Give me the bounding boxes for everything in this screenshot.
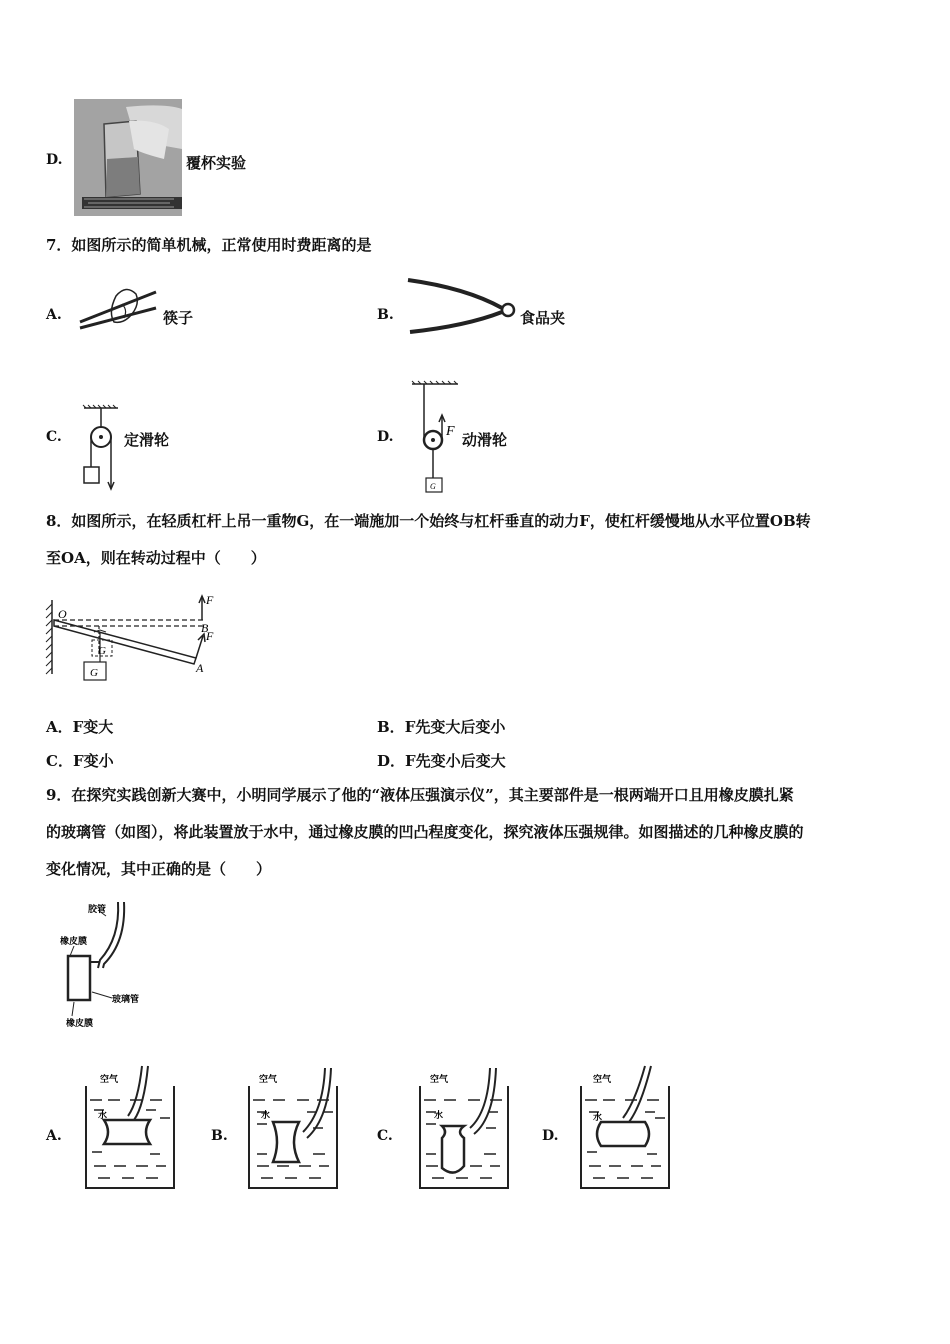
- label-glass-tube: 玻璃管: [112, 995, 140, 1005]
- q8-option-c-letter: C．: [46, 752, 73, 770]
- label-membrane-top: 橡皮膜: [60, 937, 88, 947]
- beaker-c-air: 空气: [430, 1075, 449, 1085]
- beaker-d-air: 空气: [593, 1075, 612, 1085]
- q9-option-b-letter: B.: [211, 1128, 228, 1144]
- beaker-c-water: 水: [434, 1111, 444, 1121]
- q9-question-line2: 的玻璃管（如图），将此装置放于水中，通过橡皮膜的凹凸程度变化，探究液体压强规律。如图描述的几种橡皮膜的: [46, 823, 804, 841]
- beaker-d-water: 水: [593, 1113, 603, 1123]
- q8-option-a-text: F变大: [72, 718, 114, 736]
- beaker-option-c: [414, 1062, 514, 1192]
- q6-option-d-caption: 覆杯实验: [186, 154, 247, 172]
- label-hose: 胶管: [88, 905, 107, 915]
- q8-question-line2: 至OA，则在转动过程中（ ）: [46, 549, 266, 567]
- q7-option-d-letter: D.: [377, 429, 394, 445]
- q7-option-a-caption: 筷子: [163, 309, 194, 327]
- movable-pulley-weight-label: G: [430, 482, 436, 491]
- q9-question-line3: 变化情况，其中正确的是（ ）: [46, 860, 272, 878]
- chopsticks-icon: [78, 284, 158, 339]
- q8-option-d: [377, 750, 506, 772]
- beaker-b-air: 空气: [259, 1075, 278, 1085]
- q8-option-a-letter: A．: [46, 718, 73, 736]
- beaker-option-a: [80, 1062, 180, 1192]
- q7-option-d-caption: 动滑轮: [462, 431, 508, 449]
- q7-option-b-letter: B.: [377, 307, 394, 323]
- lever-diagram: [44, 592, 224, 684]
- label-membrane-bottom: 橡皮膜: [66, 1019, 94, 1029]
- beaker-option-d: [575, 1062, 675, 1192]
- q9-option-a-letter: A.: [46, 1128, 62, 1144]
- q7-question-text: 7．如图所示的简单机械，正常使用时费距离的是: [46, 236, 372, 254]
- q7-option-c-caption: 定滑轮: [124, 431, 170, 449]
- q8-option-c-text: F变小: [72, 752, 114, 770]
- q8-option-b: [377, 716, 505, 738]
- cup-experiment-photo: [74, 99, 182, 216]
- food-tongs-icon: [406, 276, 516, 336]
- q8-option-a: [46, 716, 113, 738]
- q8-option-b-letter: B．: [377, 718, 405, 736]
- beaker-a-air: 空气: [100, 1075, 119, 1085]
- lever-label-o: O: [58, 607, 67, 621]
- q8-option-c: [46, 750, 114, 772]
- q8-option-d-text: F先变小后变大: [405, 752, 506, 770]
- beaker-a-water: 水: [98, 1111, 108, 1121]
- movable-pulley-icon: [410, 380, 465, 495]
- lever-label-f-top: F: [206, 593, 214, 607]
- q7-option-a-letter: A.: [46, 307, 62, 323]
- movable-pulley-force-label: F: [446, 424, 455, 439]
- beaker-option-b: [243, 1062, 343, 1192]
- q8-option-d-letter: D．: [377, 752, 406, 770]
- q6-option-d-letter: D.: [46, 152, 63, 168]
- lever-label-b: B: [201, 621, 209, 635]
- q9-option-c-letter: C.: [377, 1128, 393, 1144]
- lever-label-g-dashed: G: [98, 645, 106, 657]
- lever-label-f-bottom: F: [206, 629, 214, 643]
- q8-option-b-text: F先变大后变小: [404, 718, 506, 736]
- q8-question-line1: 8．如图所示，在轻质杠杆上吊一重物G，在一端施加一个始终与杠杆垂直的动力F，使杠杆缓慢地从水平位置OB转: [46, 512, 811, 530]
- lever-label-g: G: [90, 667, 98, 679]
- fixed-pulley-icon: [82, 405, 122, 490]
- pressure-device-diagram: [60, 898, 180, 1033]
- beaker-b-water: 水: [261, 1111, 271, 1121]
- q9-option-d-letter: D.: [542, 1128, 559, 1144]
- q7-option-b-caption: 食品夹: [520, 309, 566, 327]
- lever-label-a: A: [196, 661, 204, 675]
- q7-option-c-letter: C.: [46, 429, 62, 445]
- q9-question-line1: 9．在探究实践创新大赛中，小明同学展示了他的“液体压强演示仪”，其主要部件是一根两端开口且用橡皮膜扎紧: [46, 786, 794, 804]
